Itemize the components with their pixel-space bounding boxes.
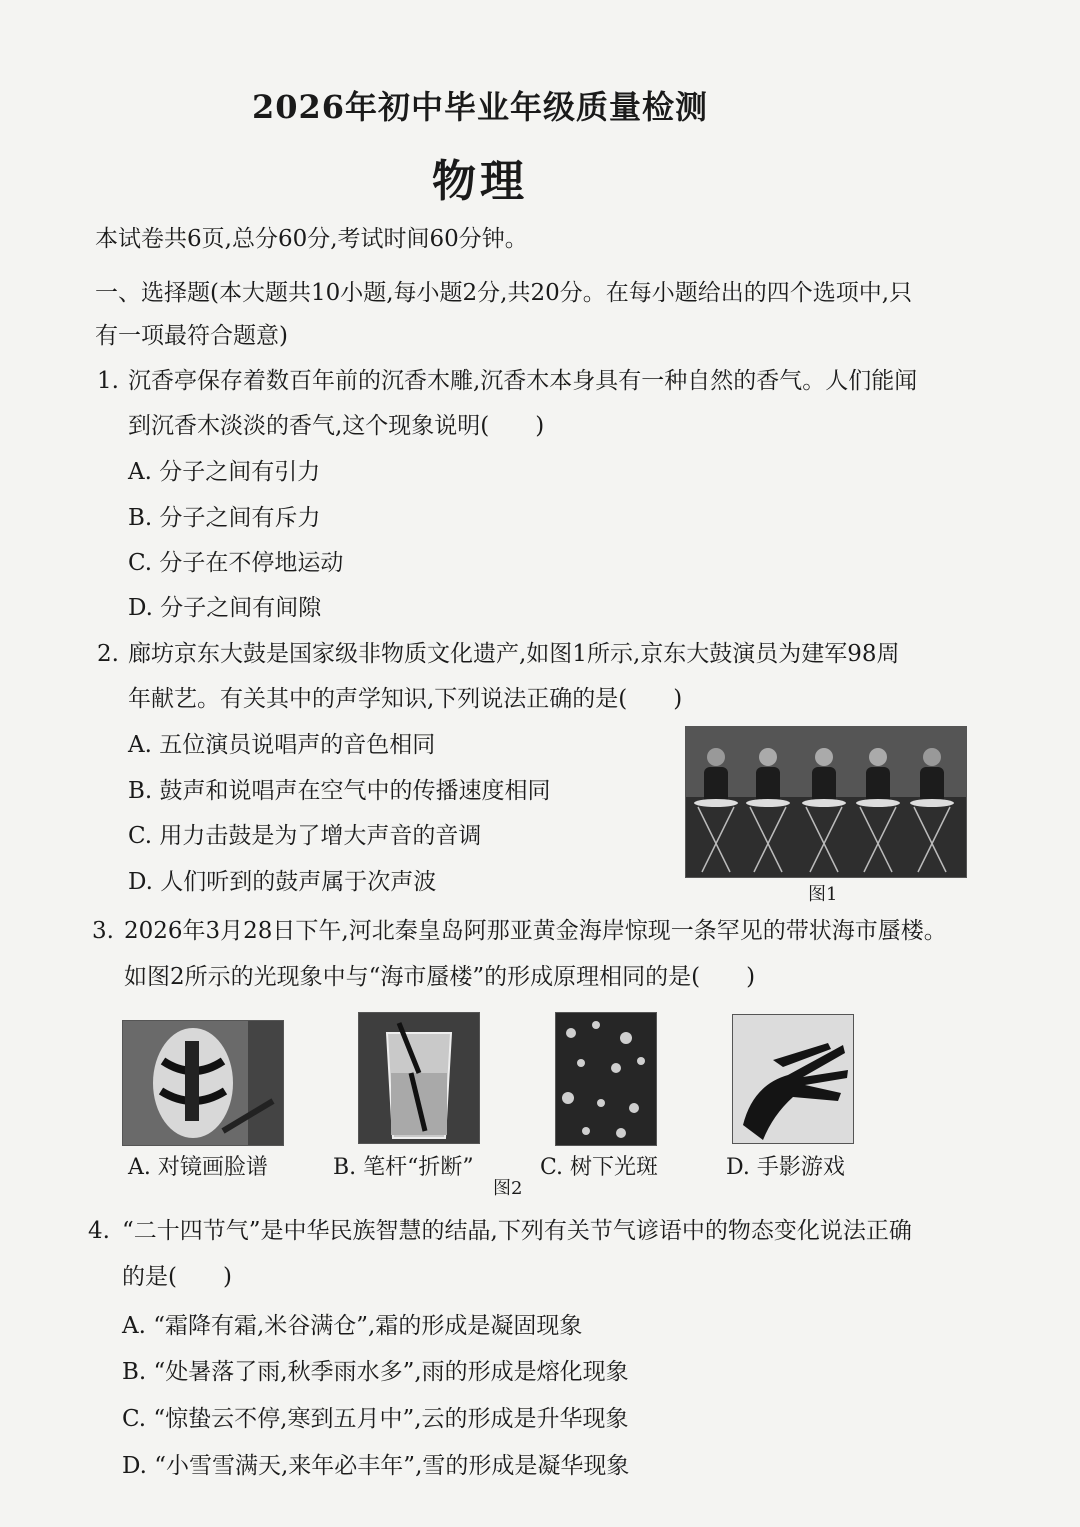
q3-number: 3. [92, 918, 114, 944]
figure-2a-mirror-face-painting [122, 1020, 284, 1146]
section-heading: 一、选择题(本大题共10小题,每小题2分,共20分。在每小题给出的四个选项中,只 [95, 280, 913, 306]
q3-option-c: C. 树下光斑 [540, 1155, 659, 1180]
figure-2b-pencil-in-water [358, 1012, 480, 1144]
q2-option-d: D. 人们听到的鼓声属于次声波 [128, 869, 437, 895]
q4-option-b: B. “处暑落了雨,秋季雨水多”,雨的形成是熔化现象 [122, 1359, 629, 1385]
q4-option-a: A. “霜降有霜,米谷满仓”,霜的形成是凝固现象 [122, 1313, 583, 1339]
q2-stem-cont: 年献艺。有关其中的声学知识,下列说法正确的是( ) [128, 686, 683, 712]
q2-stem: 廊坊京东大鼓是国家级非物质文化遗产,如图1所示,京东大鼓演员为建军98周 [128, 641, 900, 667]
q4-option-c: C. “惊蛰云不停,寒到五月中”,云的形成是升华现象 [122, 1406, 629, 1432]
q1-option-c: C. 分子在不停地运动 [128, 550, 344, 576]
q3-option-b: B. 笔杆“折断” [333, 1155, 474, 1180]
q4-number: 4. [88, 1218, 110, 1244]
exam-intro: 本试卷共6页,总分60分,考试时间60分钟。 [95, 226, 528, 252]
figure-1-caption: 图1 [808, 884, 838, 905]
q4-option-d: D. “小雪雪满天,来年必丰年”,雪的形成是凝华现象 [122, 1453, 630, 1479]
q2-option-b: B. 鼓声和说唱声在空气中的传播速度相同 [128, 778, 551, 804]
exam-title: 2026年初中毕业年级质量检测 [251, 88, 709, 126]
figure-2c-light-spots-under-tree [555, 1012, 657, 1146]
subject-title: 物理 [432, 156, 528, 207]
figure-2d-hand-shadow-game [732, 1014, 854, 1144]
q1-option-a: A. 分子之间有引力 [128, 459, 321, 485]
q1-option-d: D. 分子之间有间隙 [128, 595, 322, 621]
q2-option-c: C. 用力击鼓是为了增大声音的音调 [128, 823, 482, 849]
q4-stem-cont: 的是( ) [122, 1264, 232, 1290]
q1-stem-cont: 到沉香木淡淡的香气,这个现象说明( ) [128, 413, 545, 439]
q1-stem: 沉香亭保存着数百年前的沉香木雕,沉香木本身具有一种自然的香气。人们能闻 [128, 368, 918, 394]
q3-stem-cont: 如图2所示的光现象中与“海市蜃楼”的形成原理相同的是( ) [124, 964, 756, 990]
q3-option-d: D. 手影游戏 [726, 1155, 845, 1180]
figure-1-drum-performers [685, 726, 967, 878]
figure-2-caption: 图2 [493, 1178, 523, 1199]
q3-option-a: A. 对镜画脸谱 [128, 1155, 268, 1180]
section-heading-cont: 有一项最符合题意) [95, 323, 288, 349]
q1-option-b: B. 分子之间有斥力 [128, 505, 321, 531]
q2-option-a: A. 五位演员说唱声的音色相同 [128, 732, 436, 758]
q3-stem: 2026年3月28日下午,河北秦皇岛阿那亚黄金海岸惊现一条罕见的带状海市蜃楼。 [124, 918, 947, 944]
q4-stem: “二十四节气”是中华民族智慧的结晶,下列有关节气谚语中的物态变化说法正确 [122, 1218, 912, 1244]
q2-number: 2. [97, 641, 119, 667]
q1-number: 1. [97, 368, 119, 394]
